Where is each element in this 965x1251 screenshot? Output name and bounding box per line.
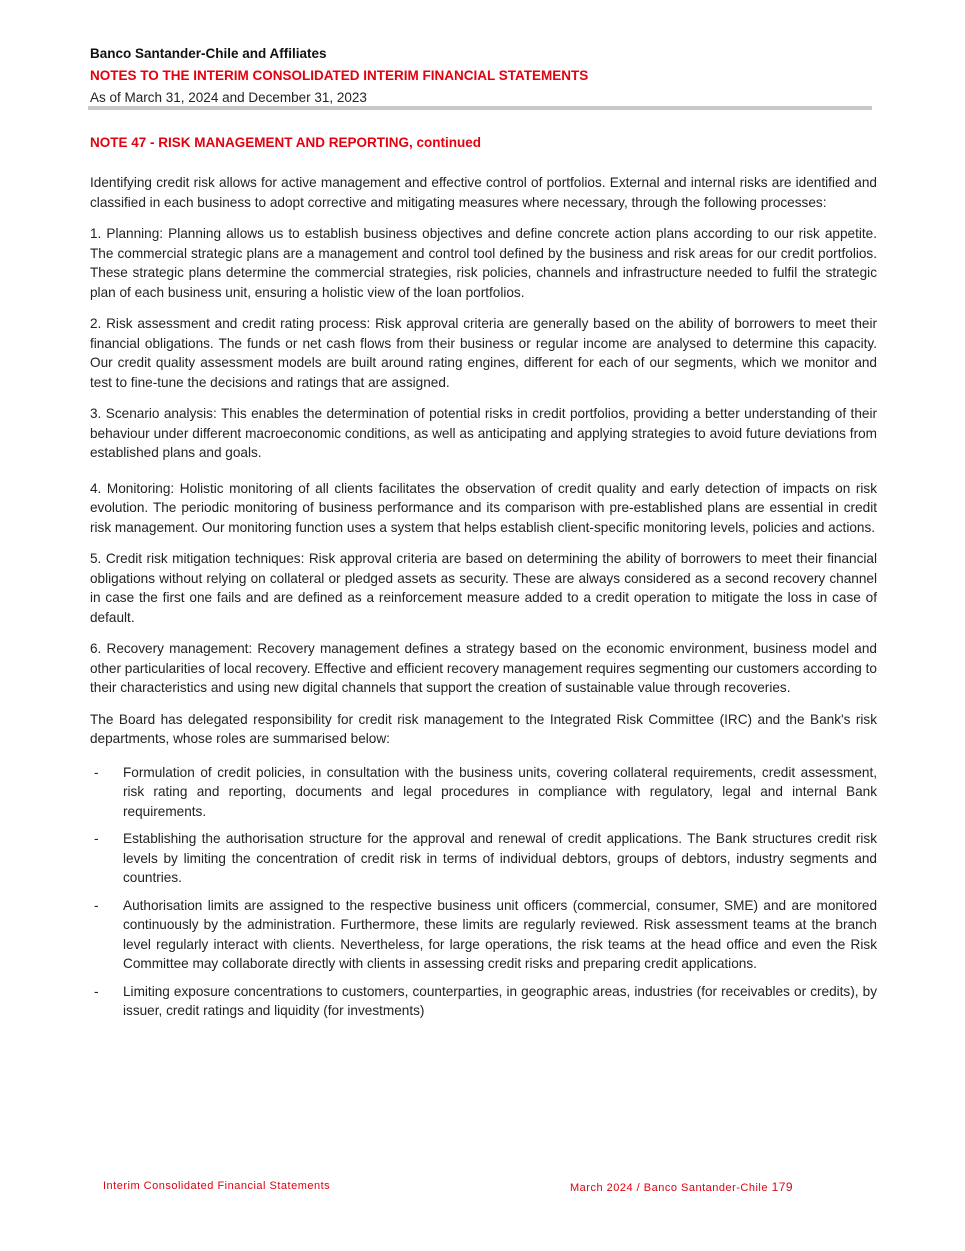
paragraph-recovery: 6. Recovery management: Recovery management defines a strategy based on the economic environment, business model and other particularities of local recovery. Effective and efficient recovery management requires segmenting our customers according to their characteristics and using new digital channels that support the creation of sustainable value through recoveries. — [90, 641, 877, 695]
list-item-text: Authorisation limits are assigned to the respective business unit officers (commercial, consumer, SME) and are monitored continuously by the administration. Furthermore, these limits are regularly reviewed. Risk assessment teams at the branch level regularly interact with clients. Nevertheless, for large operations, the risk teams at the head office and even the Risk Committee may collaborate directly with clients in assessing credit risks and preparing credit applications. — [123, 897, 877, 971]
bullet-marker: - — [94, 764, 99, 780]
header-divider — [88, 106, 872, 110]
notes-title: NOTES TO THE INTERIM CONSOLIDATED INTERIM FINANCIAL STATEMENTS — [90, 68, 589, 83]
paragraph-planning: 1. Planning: Planning allows us to establish business objectives and define concrete action plans according to our risk appetite. The commercial strategic plans are a management and control tool defined by the business and risk areas for our credit portfolios. These strategic plans determine the commercial strategies, risk policies, channels and infrastructure needed to fulfil the strategic plan of each business unit, ensuring a holistic view of the loan portfolios. — [90, 226, 877, 300]
company-name: Banco Santander-Chile and Affiliates — [90, 46, 327, 61]
bullet-marker: - — [94, 831, 99, 846]
paragraph-mitigation: 5. Credit risk mitigation techniques: Risk approval criteria are based on determining the ability of borrowers to meet their financial obligations without relying on collateral or pledged assets as security. These are always considered as a second recovery channel in case the first one fails and are defined as a reinforcement measure added to a credit operation to mitigate the loss in case of default. — [90, 551, 877, 625]
list-item-text: Formulation of credit policies, in consultation with the business units, covering collateral requirements, credit assessment, risk rating and reporting, documents and legal procedures in compliance with regulatory, legal and internal Bank requirements. — [123, 764, 877, 819]
roles-list — [90, 763, 877, 1021]
note-body — [90, 173, 877, 1029]
page-number: 179 — [771, 1180, 794, 1194]
bullet-marker: - — [94, 897, 99, 913]
date-line: As of March 31, 2024 and December 31, 2023 — [90, 90, 367, 105]
footer-period-text: March 2024 / Banco Santander-Chile — [570, 1182, 768, 1194]
list-item — [90, 896, 877, 974]
paragraph-board: The Board has delegated responsibility for credit risk management to the Integrated Risk Committee (IRC) and the Bank's risk departments, whose roles are summarised below: — [90, 711, 877, 746]
list-item — [90, 763, 877, 822]
list-item-text: Limiting exposure concentrations to customers, counterparties, in geographic areas, industries (for receivables or credits), by issuer, credit ratings and liquidity (for investments) — [123, 983, 877, 1018]
bullet-marker: - — [94, 983, 99, 999]
paragraph-risk-assessment: 2. Risk assessment and credit rating process: Risk approval criteria are generally based on the ability of borrowers to meet their financial obligations. The funds or net cash flows from their business or regular income are analysed to determine this capacity. Our credit quality assessment models are built around rating engines, different for each of our segments, which we monitor and test to fine-tune the decisions and ratings that are assigned. — [90, 316, 877, 390]
footer-document-title: Interim Consolidated Financial Statements — [103, 1180, 331, 1192]
paragraph-monitoring: 4. Monitoring: Holistic monitoring of all clients facilitates the observation of credit quality and early detection of impacts on risk evolution. The periodic monitoring of business performance and its comparison with pre-established plans are essential in credit risk management. Our monitoring function uses a system that helps establish client-specific monitoring levels, policies and actions. — [90, 480, 877, 535]
footer-period — [570, 1180, 793, 1194]
paragraph-intro: Identifying credit risk allows for active management and effective control of portfolios. External and internal risks are identified and classified in each business to adopt corrective and mitigating measures where necessary, through the following processes: — [90, 175, 877, 210]
list-item — [90, 829, 877, 888]
list-item-text: Establishing the authorisation structure for the approval and renewal of credit applications. The Bank structures credit risk levels by limiting the concentration of credit risk in terms of individual debtors, groups of debtors, industry segments and countries. — [123, 831, 877, 885]
paragraph-scenario-analysis: 3. Scenario analysis: This enables the determination of potential risks in credit portfolios, providing a better understanding of their behaviour under different macroeconomic conditions, as well as anticipating and applying strategies to avoid future deviations from established plans and goals. — [90, 406, 877, 460]
note-title: NOTE 47 - RISK MANAGEMENT AND REPORTING, continued — [90, 135, 482, 150]
list-item — [90, 982, 877, 1021]
